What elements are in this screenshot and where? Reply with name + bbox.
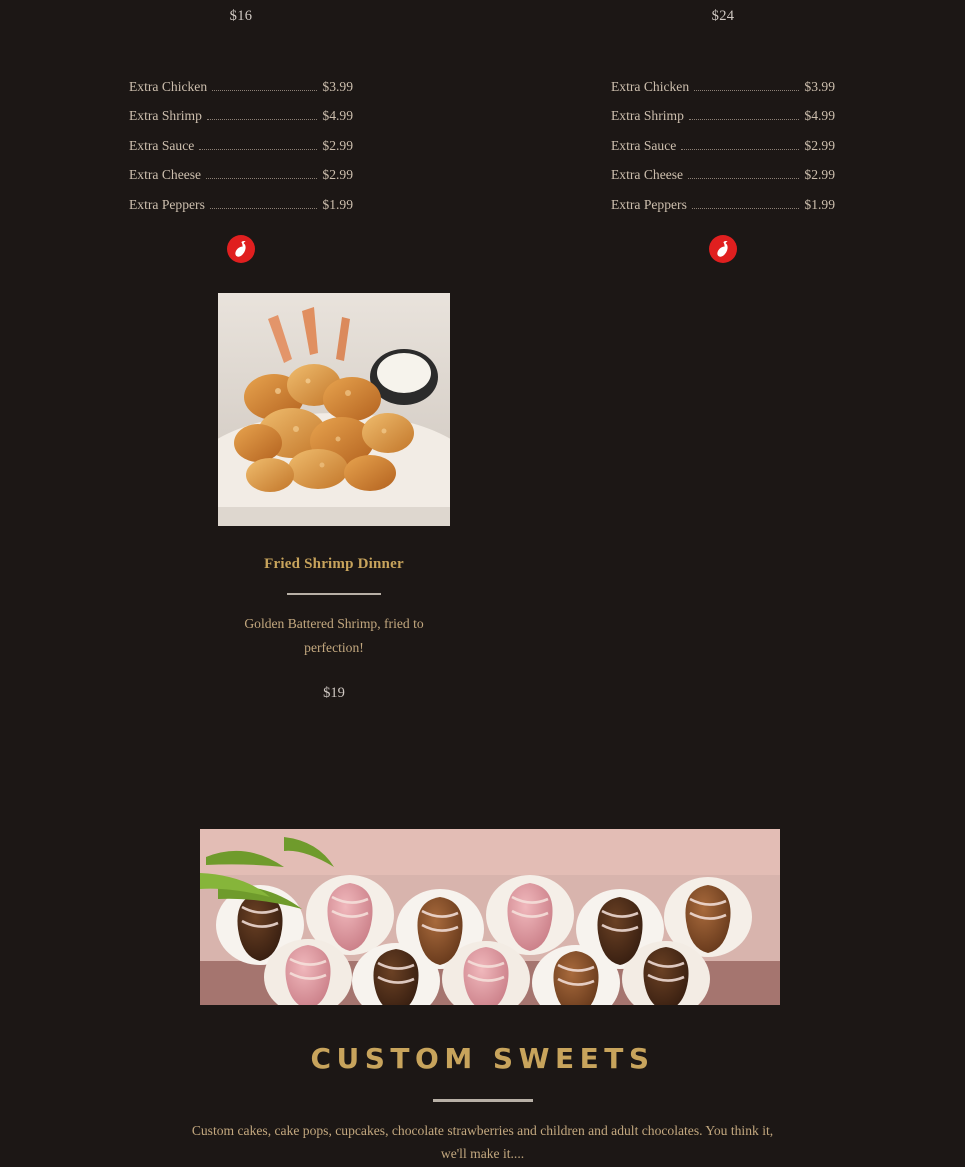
addon-name: Extra Chicken: [129, 78, 208, 94]
addon-name: Extra Cheese: [129, 167, 202, 182]
leader-dots: [207, 110, 318, 120]
leader-dots: [694, 81, 799, 91]
addon-price: $1.99: [804, 196, 835, 212]
dish-description: Golden Battered Shrimp, fried to perfection!: [244, 616, 424, 655]
addon-row: [129, 95, 353, 125]
dish-price: $19: [323, 685, 345, 701]
leader-dots: [206, 169, 317, 179]
addon-price: $2.99: [804, 167, 835, 182]
addon-name: Extra Sauce: [129, 137, 195, 153]
fried-shrimp-platter-photo: [218, 293, 450, 526]
addon-price: $3.99: [322, 78, 353, 94]
menu-item-column-right: [482, 0, 964, 263]
menu-item-fried-shrimp-dinner: [0, 293, 668, 702]
addon-row: [129, 154, 353, 184]
addon-name: Extra Shrimp: [129, 108, 202, 123]
addon-name: Extra Peppers: [611, 196, 687, 212]
addon-name: Extra Peppers: [129, 196, 205, 212]
divider: [433, 1099, 533, 1102]
addon-price: $2.99: [804, 137, 835, 153]
addon-row: [611, 65, 835, 95]
addon-price: $2.99: [322, 167, 353, 182]
section-description: Custom cakes, cake pops, cupcakes, chocolate strawberries and children and adult chocolates. You think it, we'll make it....: [191, 1123, 774, 1161]
addon-name: Extra Chicken: [611, 78, 690, 94]
addon-row: [611, 154, 835, 184]
chocolate-covered-strawberries-photo: [200, 829, 780, 1005]
addon-price: $1.99: [322, 196, 353, 212]
chili-pepper-icon: [227, 235, 255, 263]
item-price: $16: [229, 8, 253, 24]
custom-sweets-section: [0, 1042, 965, 1165]
leader-dots: [689, 110, 800, 120]
leader-dots: [692, 199, 800, 209]
leader-dots: [688, 169, 799, 179]
addon-row: [129, 65, 353, 95]
addon-row: [611, 183, 835, 213]
leader-dots: [199, 140, 317, 150]
chili-pepper-icon: [709, 235, 737, 263]
addon-list: [611, 65, 835, 213]
item-price: $24: [711, 8, 735, 24]
addon-list: [129, 65, 353, 213]
addon-price: $2.99: [322, 137, 353, 153]
leader-dots: [681, 140, 799, 150]
leader-dots: [210, 199, 318, 209]
addon-row: [611, 95, 835, 125]
addon-columns: [0, 0, 965, 263]
addon-name: Extra Shrimp: [611, 108, 684, 123]
addon-price: $4.99: [322, 108, 353, 123]
addon-row: [129, 183, 353, 213]
addon-name: Extra Cheese: [611, 167, 684, 182]
addon-row: [611, 124, 835, 154]
addon-price: $4.99: [804, 108, 835, 123]
dish-title: Fried Shrimp Dinner: [264, 556, 404, 572]
section-title: CUSTOM SWEETS: [310, 1042, 655, 1075]
addon-price: $3.99: [804, 78, 835, 94]
menu-item-column-left: [0, 0, 482, 263]
divider: [287, 593, 381, 595]
leader-dots: [212, 81, 317, 91]
addon-name: Extra Sauce: [611, 137, 677, 153]
addon-row: [129, 124, 353, 154]
